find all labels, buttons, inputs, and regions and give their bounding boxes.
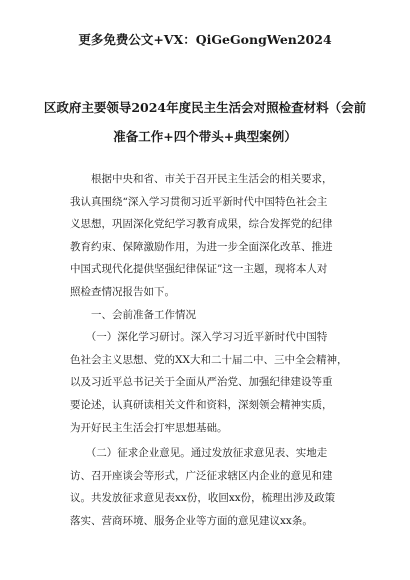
body-line: 要论述，认真研读相关文件和资料，深刻领会精神实质， [70,398,333,411]
body-line: 义思想，巩固深化党纪学习教育成果，综合发挥党的纪律 [70,218,333,231]
body-line: 中国式现代化提供坚强纪律保证”这一主题，现将本人对 [70,263,328,276]
document-title-line-1: 区政府主要领导2024年度民主生活会对照检查材料（会前 [43,100,367,115]
promo-header: 更多免费公文+VX：QiGeGongWen2024 [78,32,332,47]
body-line: 照检查情况报告如下。 [70,285,175,298]
body-line: 访、召开座谈会等形式，广泛征求辖区内企业的意见和建 [70,469,333,482]
body-line: 落实、营商环境、服务企业等方面的意见建议xx条。 [70,514,313,527]
document-body [70,168,360,533]
document-title-line-2: 准备工作+四个带头+典型案例） [113,129,297,144]
body-line: 色社会主义思想、党的XX大和二十届二中、三中全会精神， [70,353,348,366]
body-line: 议。共发放征求意见表xx份，收回xx份，梳理出涉及政策 [70,492,336,505]
body-line: 教育约束、保障激励作用，为进一步全面深化改革、推进 [70,240,333,253]
body-line: 以及习近平总书记关于全面从严治党、加强纪律建设等重 [70,376,333,389]
body-line: 为开好民主生活会打牢思想基础。 [70,421,228,434]
body-line: （二）征求企业意见。通过发放征求意见表、实地走 [70,447,328,460]
body-line: 我认真围绕“深入学习贯彻习近平新时代中国特色社会主 [70,195,328,208]
section-heading: 一、会前准备工作情况 [70,308,196,321]
body-line: （一）深化学习研讨。深入学习习近平新时代中国特 [70,331,328,344]
body-line: 根据中央和省、市关于召开民主生活会的相关要求， [70,173,333,185]
